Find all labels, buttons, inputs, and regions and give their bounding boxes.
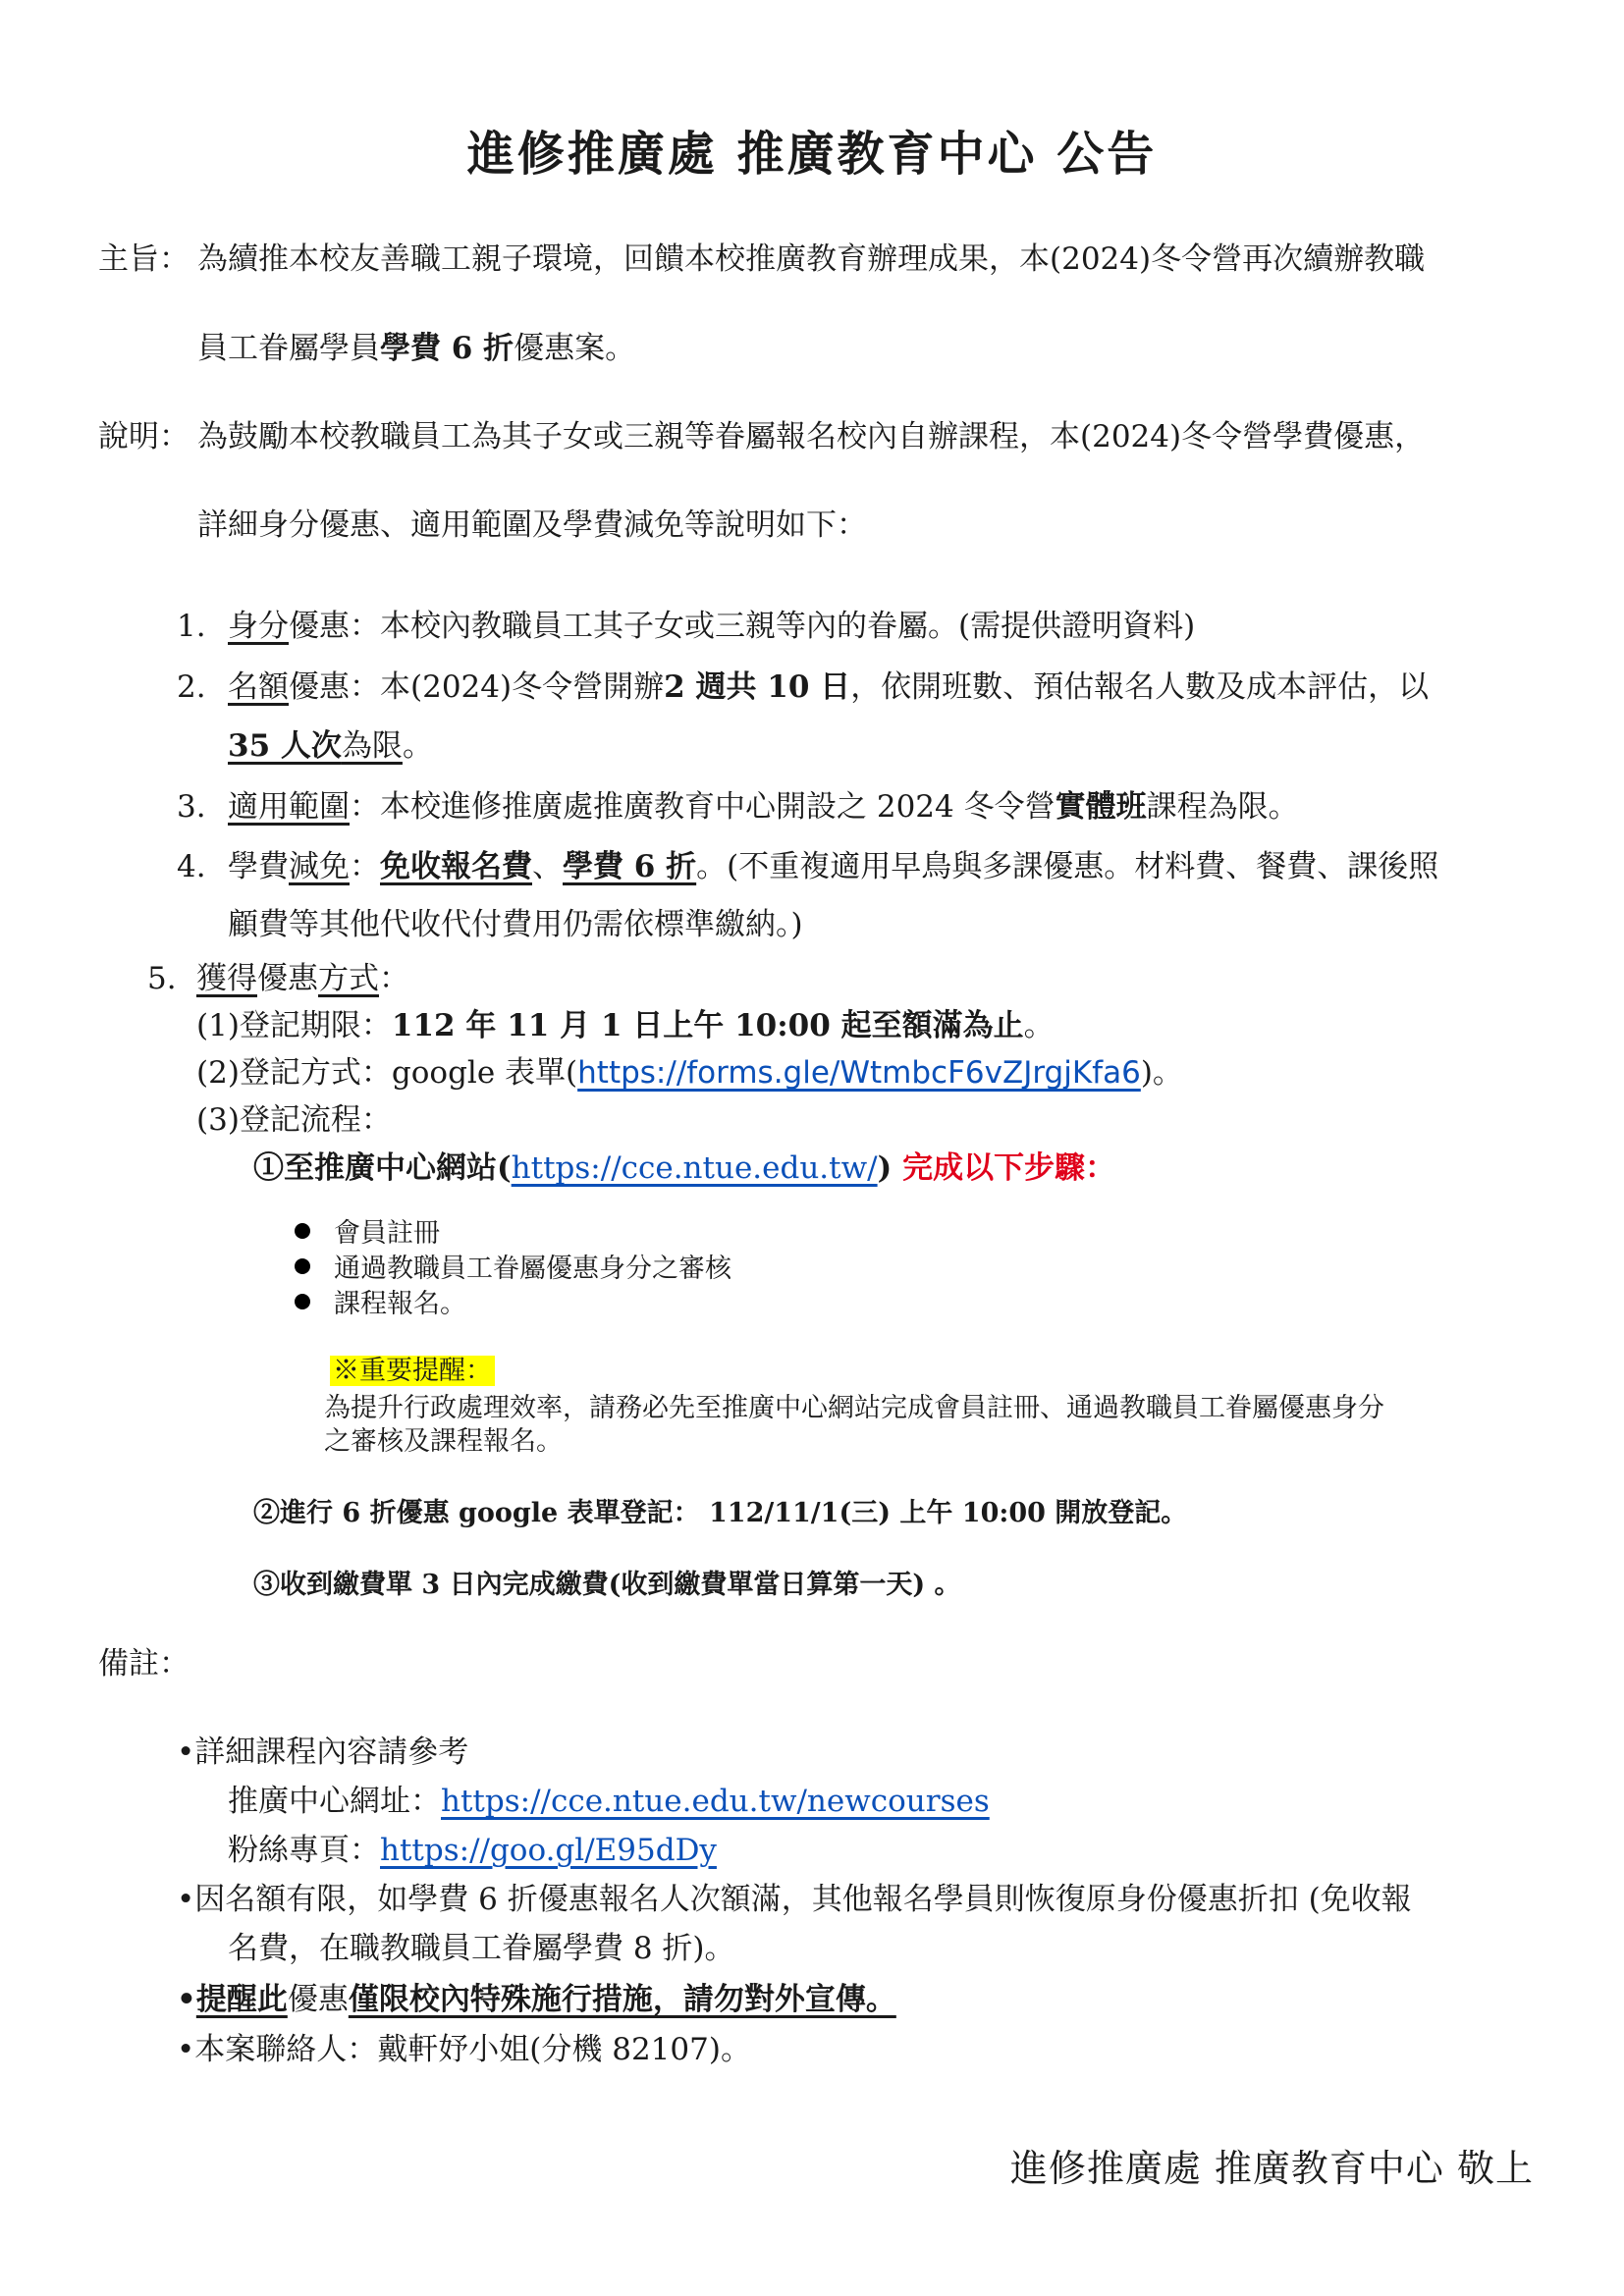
explanation-line-1: 為鼓勵本校教職員工為其子女或三親等眷屬報名校內自辦課程，本(2024)冬令營學費優惠， bbox=[197, 419, 1426, 454]
item-5-label-mid: 優惠 bbox=[257, 961, 318, 996]
bullet-member-register: 會員註冊 bbox=[295, 1217, 440, 1251]
item-1-number: 1. bbox=[177, 609, 206, 644]
item-2-pre: 本(2024)冬令營開辦 bbox=[380, 669, 665, 705]
note-1: •詳細課程內容請參考 bbox=[177, 1735, 469, 1770]
item-4-line-2: 顧費等其他代收代付費用仍需依標準繳納。) bbox=[228, 907, 803, 942]
item-5-number: 5. bbox=[147, 961, 177, 996]
registration-period-label: (1)登記期限： bbox=[196, 1008, 392, 1043]
note-1-website-label: 推廣中心網址： bbox=[228, 1784, 441, 1819]
note-3-ul-2: 僅限校內特殊施行措施，請勿對外宣傳。 bbox=[348, 1982, 896, 2017]
item-2-label-underlined: 名額 bbox=[228, 669, 289, 705]
notes-label: 備註： bbox=[98, 1646, 189, 1682]
signature: 進修推廣處 推廣教育中心 敬上 bbox=[1009, 2147, 1534, 2190]
item-2-end: 。 bbox=[402, 728, 433, 764]
note-3-mid: 優惠 bbox=[287, 1982, 349, 2017]
registration-method-end: )。 bbox=[1140, 1055, 1183, 1091]
item-2-post: ，依開班數、預估報名人數及成本評估，以 bbox=[850, 669, 1430, 705]
item-1-label-rest: 優惠： bbox=[289, 609, 380, 644]
subject-line-2 bbox=[197, 329, 635, 368]
item-3-label: 適用範圍 bbox=[228, 789, 350, 825]
item-3-pre: 本校進修推廣處推廣教育中心開設之 2024 冬令營 bbox=[380, 789, 1056, 825]
registration-period-value: 112 年 11 月 1 日上午 10:00 起至額滿為止 bbox=[391, 1008, 1024, 1043]
subject-discount-bold: 學費 6 折 bbox=[380, 331, 514, 366]
center-website-link[interactable]: https://cce.ntue.edu.tw/ bbox=[511, 1150, 878, 1186]
item-4-post: 。(不重複適用早鳥與多課優惠。材料費、餐費、課後照 bbox=[696, 849, 1439, 884]
item-4-sep: 、 bbox=[532, 849, 563, 884]
item-5-label bbox=[196, 959, 409, 998]
item-2-limit-underlined: 為限 bbox=[341, 728, 403, 764]
google-form-link[interactable]: https://forms.gle/WtmbcF6vZJrgjKfa6 bbox=[577, 1055, 1141, 1091]
item-2-number: 2. bbox=[177, 669, 206, 705]
item-5-colon: ： bbox=[379, 961, 409, 996]
registration-method bbox=[196, 1053, 1183, 1093]
item-4-bold-1: 免收報名費 bbox=[380, 849, 532, 884]
subject-line-2-post: 優惠案。 bbox=[514, 331, 636, 366]
item-3-colon: ： bbox=[350, 789, 380, 825]
explanation-line-2: 詳細身分優惠、適用範圍及學費減免等說明如下： bbox=[197, 507, 867, 543]
note-1-fanpage-label: 粉絲專頁： bbox=[228, 1833, 380, 1868]
item-5-label-ul-1: 獲得 bbox=[196, 961, 257, 996]
step-1 bbox=[253, 1148, 1115, 1188]
note-4-contact: •本案聯絡人：戴軒妤小姐(分機 82107)。 bbox=[177, 2032, 751, 2067]
step-1-pre: ➀至推廣中心網站( bbox=[253, 1150, 512, 1186]
reminder-title bbox=[330, 1355, 495, 1388]
registration-method-label: (2)登記方式：google 表單( bbox=[196, 1055, 578, 1091]
item-4-colon: ： bbox=[350, 849, 380, 884]
registration-process-label: (3)登記流程： bbox=[196, 1102, 392, 1138]
page-title: 進修推廣處 推廣教育中心 公告 bbox=[466, 127, 1158, 182]
item-2-label-rest: 優惠： bbox=[289, 669, 380, 705]
item-1-label-underlined: 身分 bbox=[228, 609, 289, 644]
item-4-label-underlined: 減免 bbox=[289, 849, 350, 884]
item-3 bbox=[228, 787, 1299, 827]
note-3 bbox=[177, 1980, 896, 2019]
item-1 bbox=[228, 607, 1195, 646]
note-2-line-2: 名費，在職教職員工眷屬學費 8 折)。 bbox=[228, 1931, 735, 1966]
registration-period bbox=[196, 1006, 1055, 1045]
newcourses-link[interactable]: https://cce.ntue.edu.tw/newcourses bbox=[441, 1784, 990, 1819]
item-1-text: 本校內教職員工其子女或三親等內的眷屬。(需提供證明資料) bbox=[380, 609, 1196, 644]
reminder-line-1: 為提升行政處理效率，請務必先至推廣中心網站完成會員註冊、通過教職員工眷屬優惠身分 bbox=[324, 1393, 1384, 1423]
subject-line-1: 為續推本校友善職工親子環境，回饋本校推廣教育辦理成果，本(2024)冬令營再次續辦教職 bbox=[197, 241, 1426, 277]
item-4 bbox=[228, 847, 1438, 886]
reminder-line-2: 之審核及課程報名。 bbox=[324, 1426, 563, 1457]
step-1-close: ) bbox=[877, 1150, 893, 1186]
fanpage-link[interactable]: https://goo.gl/E95dDy bbox=[380, 1833, 717, 1868]
explanation-label: 說明： bbox=[98, 419, 189, 454]
item-2-line-2 bbox=[228, 726, 433, 766]
registration-period-end: 。 bbox=[1023, 1008, 1055, 1043]
subject-label: 主旨： bbox=[98, 241, 189, 277]
item-3-number: 3. bbox=[177, 789, 206, 825]
note-3-ul-1: 提醒此 bbox=[195, 1982, 288, 2017]
item-2-quota-bold: 35 人次 bbox=[228, 728, 342, 764]
item-5-label-ul-2: 方式 bbox=[318, 961, 379, 996]
item-2-bold: 2 週共 10 日 bbox=[664, 669, 851, 705]
item-4-label-pre: 學費 bbox=[228, 849, 289, 884]
note-3-bullet: • bbox=[177, 1982, 196, 2017]
bullet-course-register: 課程報名。 bbox=[295, 1288, 466, 1321]
step-2: ➁進行 6 折優惠 google 表單登記： 112/11/1(三) 上午 10:00 開放登記。 bbox=[253, 1498, 1188, 1528]
note-1-website bbox=[228, 1782, 990, 1821]
item-3-post: 課程為限。 bbox=[1146, 789, 1299, 825]
subject-line-2-pre: 員工眷屬學員 bbox=[197, 331, 380, 366]
step-1-red-instruction: 完成以下步驟： bbox=[902, 1150, 1116, 1186]
step-3: ➂收到繳費單 3 日內完成繳費(收到繳費單當日算第一天) 。 bbox=[253, 1570, 961, 1600]
item-4-number: 4. bbox=[177, 849, 206, 884]
item-4-bold-2: 學費 6 折 bbox=[563, 849, 697, 884]
bullet-identity-review: 通過教職員工眷屬優惠身分之審核 bbox=[295, 1253, 731, 1286]
item-3-bold: 實體班 bbox=[1055, 789, 1147, 825]
note-2-line-1: •因名額有限，如學費 6 折優惠報名人次額滿，其他報名學員則恢復原身份優惠折扣 (免收報 bbox=[177, 1882, 1412, 1917]
reminder-highlight: ※重要提醒： bbox=[330, 1356, 495, 1386]
note-1-fanpage bbox=[228, 1831, 717, 1870]
item-2 bbox=[228, 667, 1429, 707]
